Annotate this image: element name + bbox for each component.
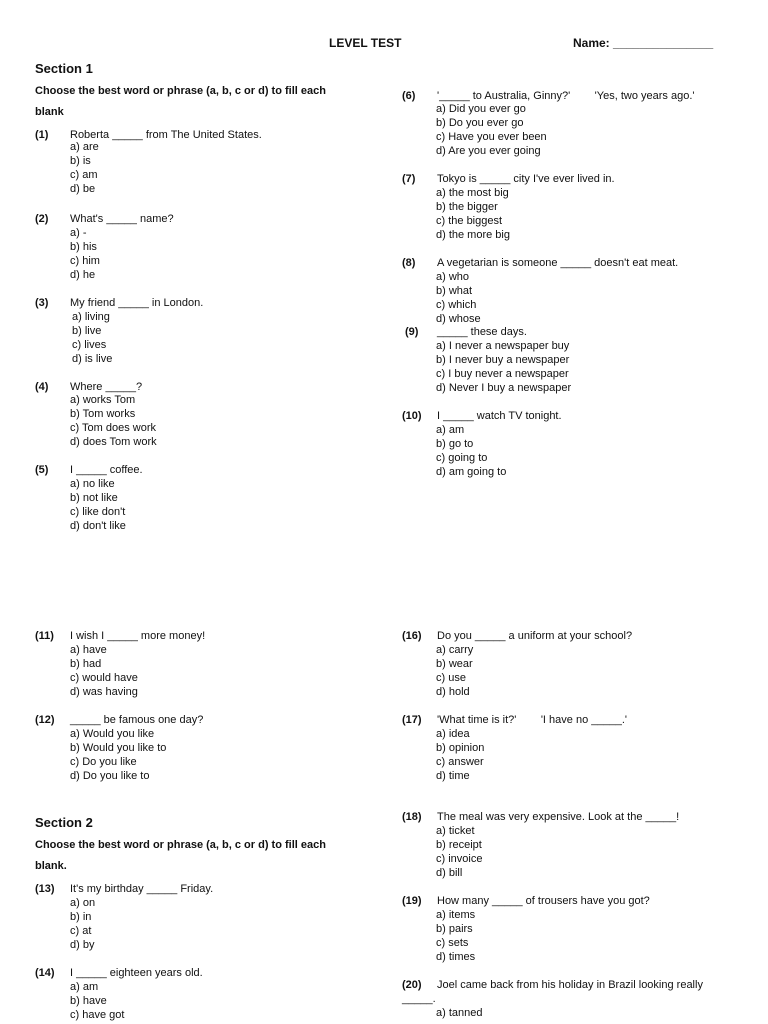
answer-option[interactable]: b) the bigger <box>436 201 498 213</box>
section-1-heading: Section 1 <box>35 61 93 76</box>
answer-option[interactable]: c) Tom does work <box>70 422 156 434</box>
answer-option[interactable]: a) Did you ever go <box>436 103 526 115</box>
answer-option[interactable]: a) tanned <box>436 1007 483 1019</box>
answer-options <box>436 423 506 479</box>
answer-option[interactable]: b) not like <box>70 492 118 504</box>
answer-options <box>436 186 510 242</box>
answer-option[interactable]: d) Do you like to <box>70 770 150 782</box>
answer-option[interactable]: c) at <box>70 925 92 937</box>
question-stem: _____ these days. <box>437 326 527 338</box>
answer-option[interactable]: d) he <box>70 269 96 281</box>
answer-option[interactable]: d) the more big <box>436 229 510 241</box>
answer-option[interactable]: b) is <box>70 155 91 167</box>
question-number: (7) <box>402 173 416 185</box>
answer-option[interactable]: b) wear <box>436 658 473 670</box>
answer-options <box>70 393 157 449</box>
question-stem: I _____ eighteen years old. <box>70 967 203 979</box>
answer-option[interactable]: d) hold <box>436 686 470 698</box>
answer-option[interactable]: d) don't like <box>70 520 126 532</box>
answer-option[interactable]: b) receipt <box>436 839 482 851</box>
answer-option[interactable]: c) I buy never a newspaper <box>436 368 569 380</box>
answer-options <box>436 643 473 699</box>
question-stem: '_____ to Australia, Ginny?' 'Yes, two years ago.' <box>437 90 695 102</box>
question-stem: _____ be famous one day? <box>70 714 204 726</box>
answer-option[interactable]: a) ticket <box>436 825 475 837</box>
question-stem: I _____ watch TV tonight. <box>437 410 562 422</box>
answer-option[interactable]: b) go to <box>436 438 474 450</box>
answer-option[interactable]: c) the biggest <box>436 215 503 227</box>
answer-option[interactable]: d) Are you ever going <box>436 145 541 157</box>
answer-option[interactable]: c) use <box>436 672 466 684</box>
answer-options <box>436 102 547 158</box>
question-number: (6) <box>402 90 416 102</box>
answer-options <box>436 908 475 964</box>
question-number: (3) <box>35 297 49 309</box>
answer-option[interactable]: d) whose <box>436 313 481 325</box>
question-stem: What's _____ name? <box>70 213 174 225</box>
answer-option[interactable]: c) would have <box>70 672 138 684</box>
question-stem: The meal was very expensive. Look at the _____! <box>437 811 680 823</box>
question-stem: I _____ coffee. <box>70 464 143 476</box>
answer-option[interactable]: c) lives <box>72 339 107 351</box>
question-stem: Tokyo is _____ city I've ever lived in. <box>437 173 615 185</box>
question-stem: Where _____? <box>70 381 143 393</box>
question-number: (11) <box>35 630 54 642</box>
answer-options <box>70 727 166 783</box>
answer-option[interactable]: b) in <box>70 911 92 923</box>
question-number: (2) <box>35 213 49 225</box>
question-stem: A vegetarian is someone _____ doesn't eat meat. <box>437 257 679 269</box>
question-number: (16) <box>402 630 422 642</box>
answer-options <box>436 824 482 880</box>
answer-option[interactable]: a) living <box>72 311 110 323</box>
answer-option[interactable]: d) is live <box>72 353 113 365</box>
answer-option[interactable]: a) I never a newspaper buy <box>436 340 570 352</box>
answer-option[interactable]: a) am <box>436 424 465 436</box>
question-stem-continued: _____. <box>402 993 436 1005</box>
answer-option[interactable]: a) carry <box>436 644 474 656</box>
answer-option[interactable]: c) going to <box>436 452 488 464</box>
answer-options <box>70 140 99 196</box>
question-number: (17) <box>402 714 422 726</box>
answer-option[interactable]: b) I never buy a newspaper <box>436 354 570 366</box>
answer-option[interactable]: a) works Tom <box>70 394 136 406</box>
answer-option[interactable]: a) - <box>70 227 87 239</box>
answer-option[interactable]: d) Never I buy a newspaper <box>436 382 572 394</box>
question-number: (1) <box>35 129 49 141</box>
answer-option[interactable]: b) opinion <box>436 742 485 754</box>
question-number: (4) <box>35 381 49 393</box>
name-blank: _______________ <box>613 36 714 50</box>
question-number: (10) <box>402 410 422 422</box>
answer-options <box>70 643 138 699</box>
page-title: LEVEL TEST <box>329 36 402 50</box>
answer-option[interactable]: d) does Tom work <box>70 436 157 448</box>
answer-options <box>436 339 571 395</box>
answer-options <box>72 310 112 366</box>
name-label: Name: <box>573 36 614 50</box>
answer-option[interactable]: a) are <box>70 141 99 153</box>
answer-options <box>70 226 100 282</box>
question-number: (20) <box>402 979 422 991</box>
question-number: (9) <box>405 326 419 338</box>
answer-option[interactable]: a) who <box>436 271 470 283</box>
answer-options <box>436 270 481 326</box>
question-stem: Joel came back from his holiday in Brazil looking really <box>437 979 703 991</box>
answer-option[interactable]: d) times <box>436 951 476 963</box>
answer-option[interactable]: c) am <box>70 169 98 181</box>
answer-option[interactable]: a) idea <box>436 728 470 740</box>
answer-option[interactable]: b) had <box>70 658 102 670</box>
question-stem: My friend _____ in London. <box>70 297 204 309</box>
answer-option[interactable]: a) on <box>70 897 96 909</box>
answer-option[interactable]: c) Have you ever been <box>436 131 547 143</box>
answer-option[interactable]: b) have <box>70 995 107 1007</box>
question-number: (18) <box>402 811 422 823</box>
answer-option[interactable]: b) his <box>70 241 97 253</box>
answer-option[interactable]: b) what <box>436 285 473 297</box>
answer-options <box>70 896 95 952</box>
question-stem: How many _____ of trousers have you got? <box>437 895 650 907</box>
question-stem: Roberta _____ from The United States. <box>70 129 262 141</box>
question-number: (5) <box>35 464 49 476</box>
answer-option[interactable]: b) Tom works <box>70 408 136 420</box>
answer-option[interactable]: d) time <box>436 770 470 782</box>
answer-option[interactable]: a) the most big <box>436 187 509 199</box>
question-number: (8) <box>402 257 416 269</box>
answer-option[interactable]: c) him <box>70 255 100 267</box>
answer-option[interactable]: a) no like <box>70 478 115 490</box>
answer-option[interactable]: a) am <box>70 981 99 993</box>
answer-option[interactable]: c) Do you like <box>70 756 137 768</box>
section-1-instruction: Choose the best word or phrase (a, b, c or d) to fill each blank <box>35 85 326 118</box>
question-stem: Do you _____ a uniform at your school? <box>437 630 633 642</box>
answer-option[interactable]: a) have <box>70 644 107 656</box>
answer-option[interactable]: d) was having <box>70 686 138 698</box>
answer-option[interactable]: a) items <box>436 909 476 921</box>
question-stem: 'What time is it?' 'I have no _____.' <box>437 714 627 726</box>
section-2-instruction: Choose the best word or phrase (a, b, c or d) to fill each blank. <box>35 839 326 872</box>
answer-options <box>436 727 484 783</box>
answer-options <box>70 477 126 533</box>
question-stem: It's my birthday _____ Friday. <box>70 883 214 895</box>
answer-options <box>70 980 124 1022</box>
answer-option[interactable]: d) be <box>70 183 96 195</box>
name-field[interactable] <box>573 36 713 50</box>
question-stem: I wish I _____ more money! <box>70 630 206 642</box>
answer-option[interactable]: c) which <box>436 299 477 311</box>
answer-option[interactable]: b) Do you ever go <box>436 117 524 129</box>
answer-option[interactable]: c) like don't <box>70 506 126 518</box>
answer-option[interactable]: b) live <box>72 325 102 337</box>
answer-option[interactable]: c) invoice <box>436 853 483 865</box>
answer-option[interactable]: c) have got <box>70 1009 125 1021</box>
question-number: (19) <box>402 895 422 907</box>
answer-option[interactable]: c) answer <box>436 756 484 768</box>
section-2-heading: Section 2 <box>35 815 93 830</box>
answer-option[interactable]: d) by <box>70 939 95 951</box>
answer-option[interactable]: d) bill <box>436 867 463 879</box>
question-number: (14) <box>35 967 55 979</box>
answer-option[interactable]: c) sets <box>436 937 469 949</box>
answer-option[interactable]: a) Would you like <box>70 728 155 740</box>
answer-option[interactable]: b) Would you like to <box>70 742 167 754</box>
question-number: (12) <box>35 714 55 726</box>
answer-option[interactable]: d) am going to <box>436 466 507 478</box>
answer-option[interactable]: b) pairs <box>436 923 473 935</box>
question-number: (13) <box>35 883 55 895</box>
answer-options <box>436 1006 482 1020</box>
